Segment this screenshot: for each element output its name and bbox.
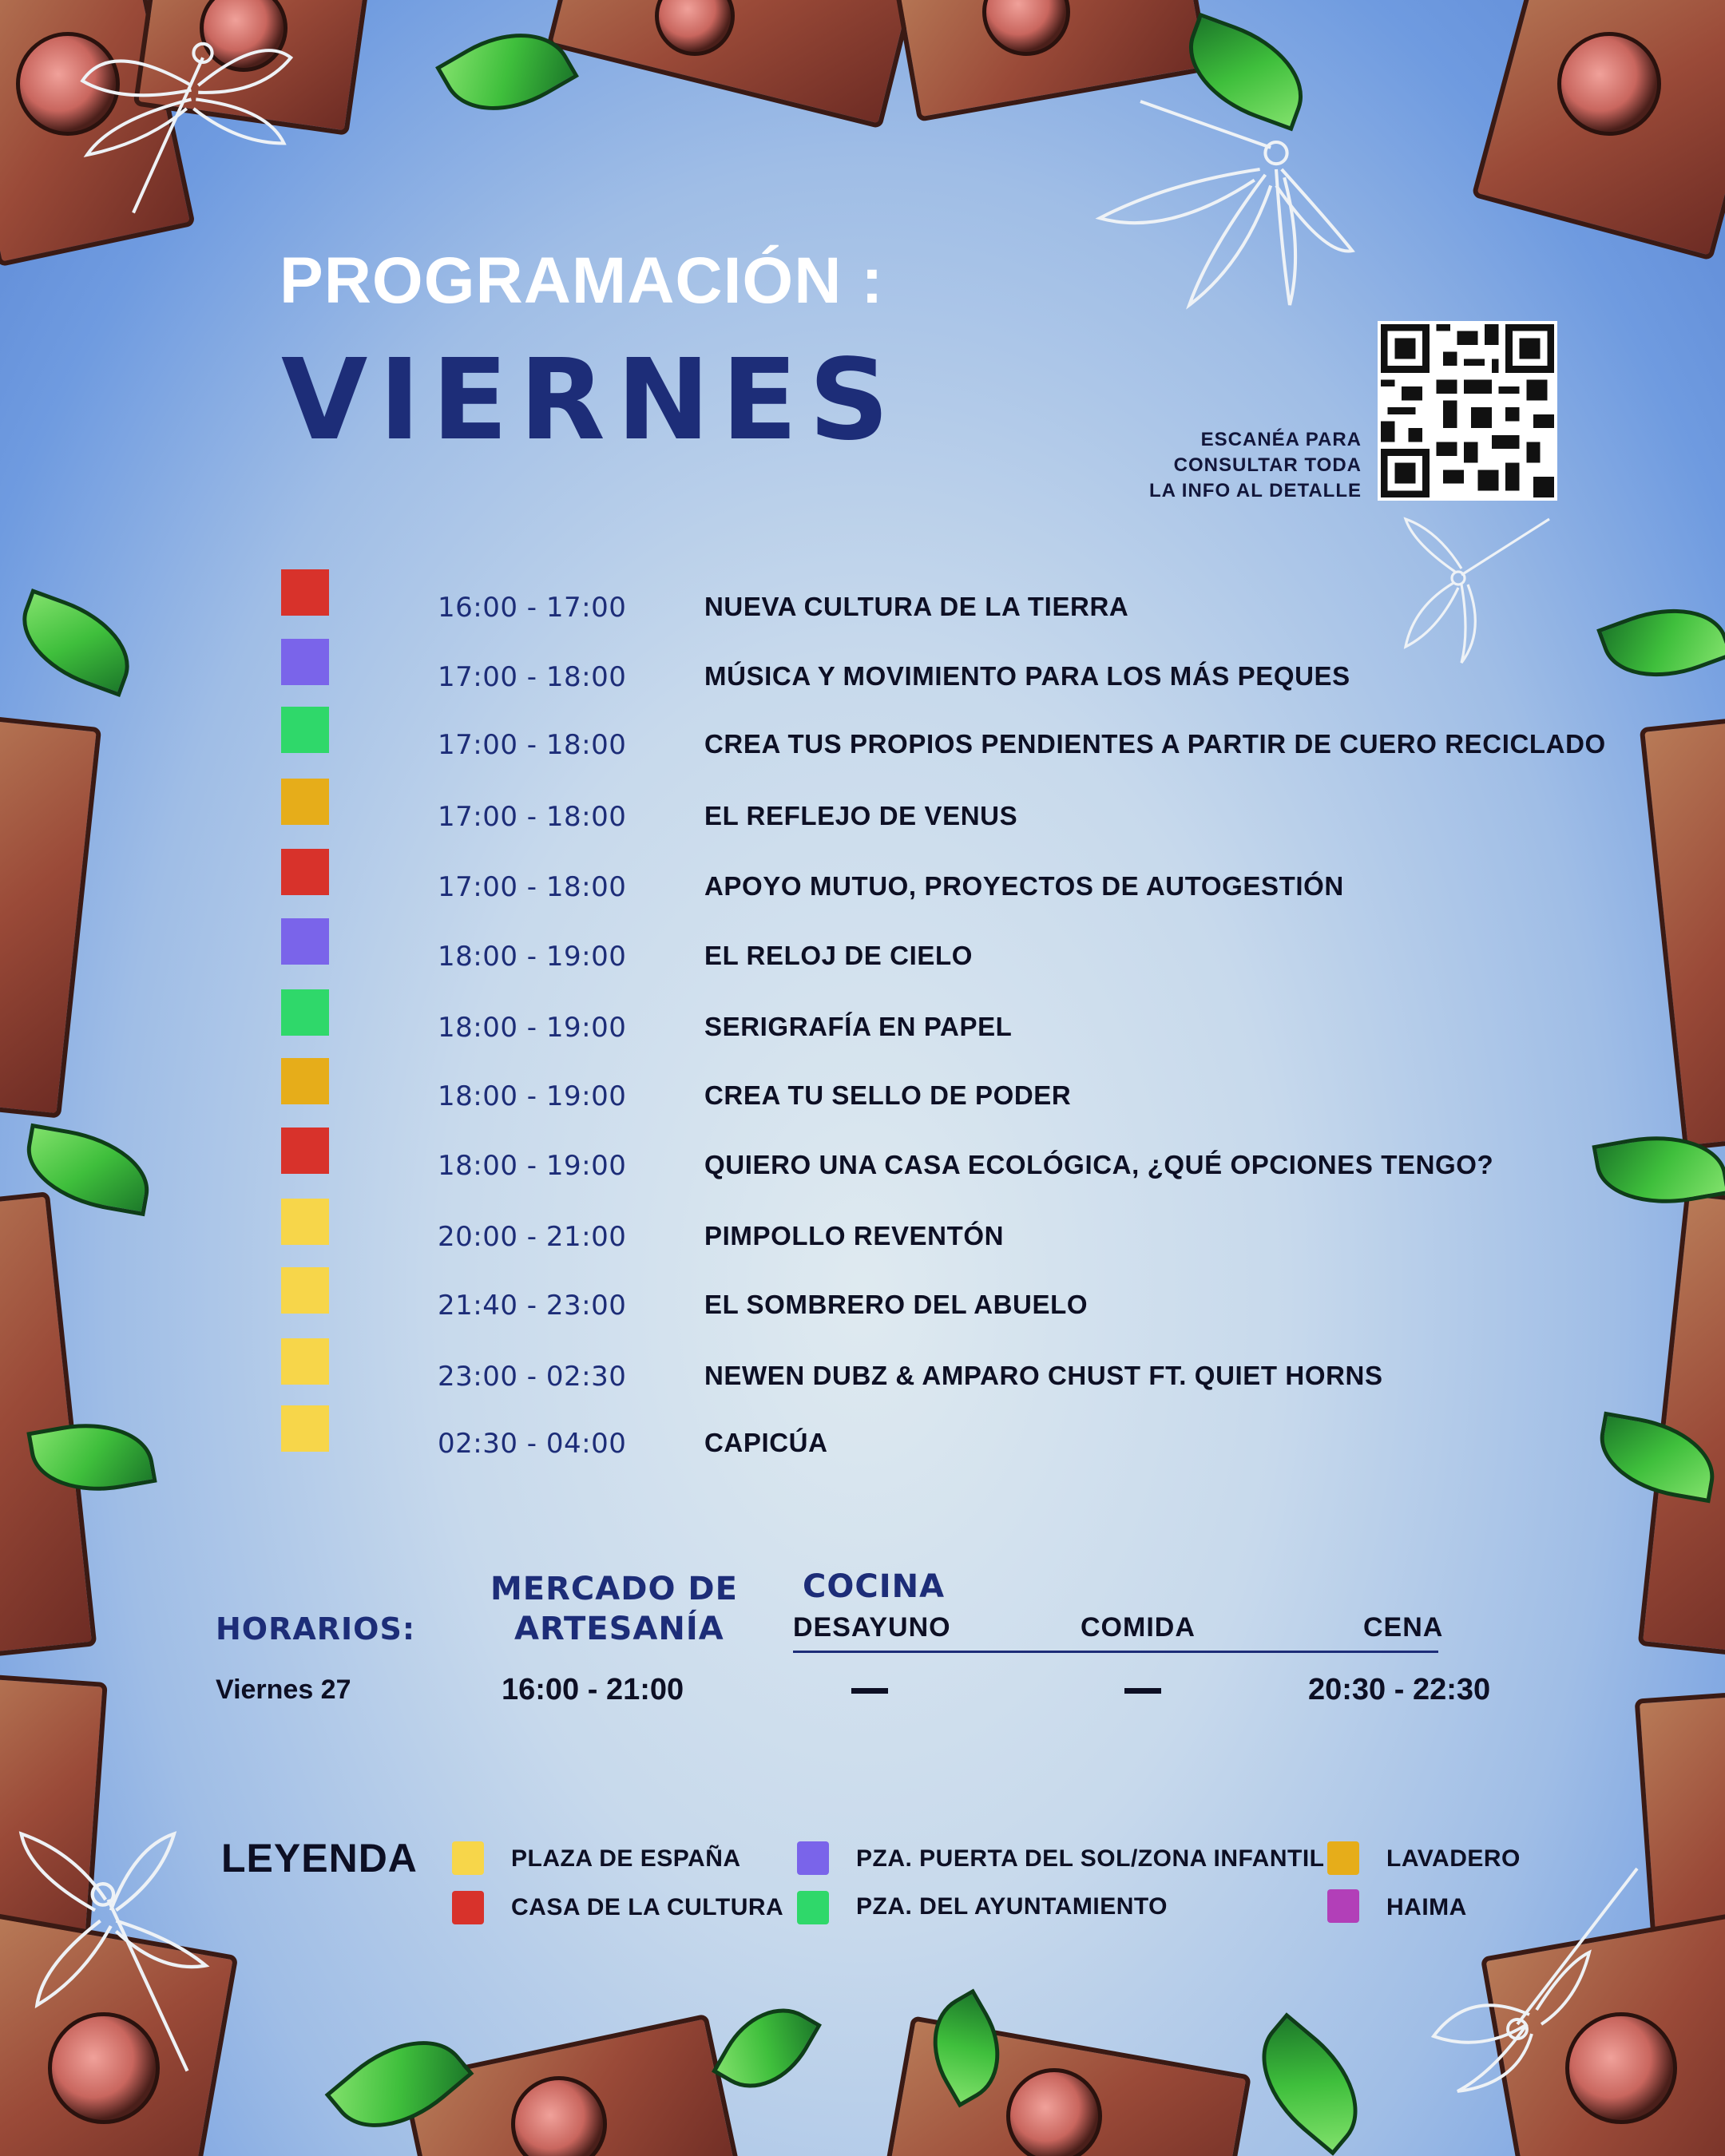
event-time: 17:00 - 18:00 [438,871,627,903]
cocina-divider [793,1651,1438,1653]
schedule-row [281,918,1599,973]
event-time: 18:00 - 19:00 [438,1080,627,1112]
desayuno-label: DESAYUNO [793,1612,951,1643]
venue-color-swatch [281,639,329,685]
schedule-row [281,1267,1599,1322]
mercado-label: MERCADO DE [490,1571,738,1607]
dragonfly-icon [1046,88,1398,359]
dragonfly-icon [48,16,311,248]
comida-value [1124,1688,1161,1694]
mercado-value: 16:00 - 21:00 [502,1673,684,1706]
event-title: PIMPOLLO REVENTÓN [704,1221,1005,1250]
legend-swatch-plaza-espana [452,1841,484,1875]
schedule-row [281,989,1599,1044]
venue-color-swatch [281,1058,329,1104]
horarios-label: HORARIOS: [216,1611,416,1647]
event-title: EL SOMBRERO DEL ABUELO [704,1290,1089,1319]
event-time: 21:40 - 23:00 [438,1290,627,1322]
event-time: 17:00 - 18:00 [438,801,627,833]
schedule-row [281,779,1599,833]
schedule-row [281,849,1599,903]
venue-color-swatch [281,1338,329,1385]
qr-code-icon[interactable] [1378,321,1557,501]
event-time: 17:00 - 18:00 [438,729,627,761]
legend-title: LEYENDA [221,1836,418,1881]
event-title: SERIGRAFÍA EN PAPEL [704,1012,1013,1041]
venue-color-swatch [281,1405,329,1452]
dragonfly-icon [1422,1829,1661,2124]
comida-label: COMIDA [1081,1612,1196,1643]
event-time: 16:00 - 17:00 [438,592,627,624]
page-title: PROGRAMACIÓN : [280,244,884,317]
mercado-label-2: ARTESANÍA [514,1611,724,1647]
legend-label-lavadero: LAVADERO [1386,1845,1521,1872]
legend-label-ayuntamiento: PZA. DEL AYUNTAMIENTO [856,1893,1168,1920]
event-title: EL RELOJ DE CIELO [704,941,973,970]
schedule-row [281,1405,1599,1460]
legend-label-puerta-sol: PZA. PUERTA DEL SOL/ZONA INFANTIL [856,1845,1325,1872]
qr-caption: ESCANÉA PARA CONSULTAR TODA LA INFO AL DETALLE [1149,429,1362,501]
day-title: VIERNES [281,335,901,466]
venue-color-swatch [281,849,329,895]
legend-swatch-lavadero [1327,1841,1359,1875]
day-label: Viernes 27 [216,1674,351,1705]
event-title: CAPICÚA [704,1428,828,1457]
cena-value: 20:30 - 22:30 [1308,1673,1491,1706]
event-time: 20:00 - 21:00 [438,1221,627,1253]
venue-color-swatch [281,1199,329,1245]
event-time: 18:00 - 19:00 [438,941,627,973]
legend-label-haima: HAIMA [1386,1894,1467,1920]
venue-color-swatch [281,779,329,825]
venue-color-swatch [281,707,329,753]
cena-label: CENA [1363,1612,1444,1643]
event-title: APOYO MUTUO, PROYECTOS DE AUTOGESTIÓN [704,871,1344,901]
legend-label-casa-cultura: CASA DE LA CULTURA [511,1894,784,1920]
event-title: MÚSICA Y MOVIMIENTO PARA LOS MÁS PEQUES [704,661,1350,691]
schedule-row [281,1058,1599,1112]
event-title: CREA TU SELLO DE PODER [704,1080,1072,1110]
schedule-row [281,1199,1599,1253]
event-time: 02:30 - 04:00 [438,1428,627,1460]
event-title: NUEVA CULTURA DE LA TIERRA [704,592,1129,621]
event-time: 23:00 - 02:30 [438,1361,627,1393]
schedule-row [281,569,1599,624]
legend-swatch-puerta-sol [797,1841,829,1875]
event-title: QUIERO UNA CASA ECOLÓGICA, ¿QUÉ OPCIONES TENGO? [704,1150,1494,1179]
event-title: CREA TUS PROPIOS PENDIENTES A PARTIR DE CUERO RECICLADO [704,729,1606,759]
cocina-label: COCINA [803,1568,946,1605]
venue-color-swatch [281,1128,329,1174]
event-title: EL REFLEJO DE VENUS [704,801,1018,830]
schedule-row [281,639,1599,693]
legend-label-plaza-espana: PLAZA DE ESPAÑA [511,1845,741,1872]
event-title: NEWEN DUBZ & AMPARO CHUST FT. QUIET HORNS [704,1361,1383,1390]
desayuno-value [851,1688,888,1694]
legend-swatch-haima [1327,1889,1359,1923]
schedule-row [281,1128,1599,1182]
schedule-row [281,1338,1599,1393]
legend-swatch-casa-cultura [452,1891,484,1924]
event-time: 17:00 - 18:00 [438,661,627,693]
legend-swatch-ayuntamiento [797,1891,829,1924]
event-time: 18:00 - 19:00 [438,1150,627,1182]
venue-color-swatch [281,569,329,616]
venue-color-swatch [281,1267,329,1314]
schedule-row [281,707,1606,761]
venue-color-swatch [281,989,329,1036]
event-time: 18:00 - 19:00 [438,1012,627,1044]
venue-color-swatch [281,918,329,965]
